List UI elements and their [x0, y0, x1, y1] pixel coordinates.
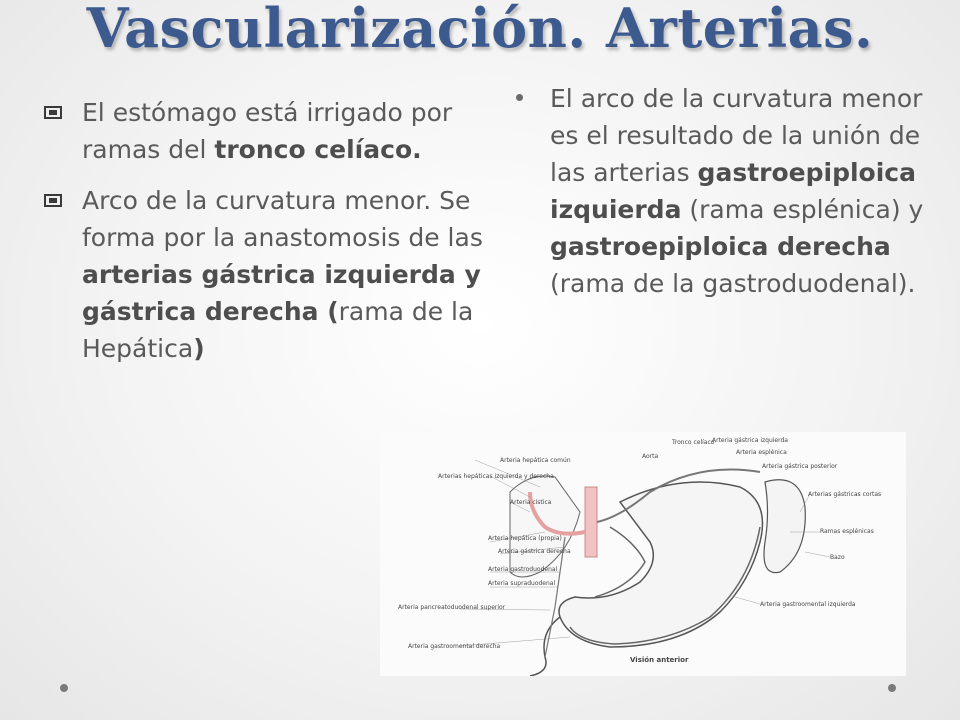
figure-label: Tronco celíaco	[672, 439, 715, 446]
figure-label: Arteria gástrica posterior	[762, 463, 838, 470]
figure-label: Arteria gastroduodenal	[488, 566, 558, 573]
figure-label: Arteria hepática común	[500, 457, 571, 464]
bullet-text: El arco de la curvatura menor es el resultado de la unión de las arterias gastroepiploica izquierda (rama esplénica) y gastroepiploica derecha (rama de la gastroduodenal).	[550, 84, 924, 298]
duodenum-outline	[530, 617, 560, 676]
figure-label: Arteria supraduodenal	[488, 580, 556, 587]
figure-label: Arteria gástrica derecha	[498, 548, 571, 555]
square-bullet-icon	[44, 194, 62, 207]
figure-label: Arteria esplénica	[736, 449, 787, 456]
figure-label: Arteria gastroomental izquierda	[760, 601, 856, 608]
figure-caption: Visión anterior	[630, 656, 689, 664]
bullet-text: El estómago está irrigado por ramas del tronco celíaco.	[82, 98, 453, 164]
figure-label: Arteria gastroomental derecha	[408, 643, 501, 650]
figure-label: Arteria cística	[510, 499, 552, 506]
corner-dot	[60, 684, 68, 692]
spleen-outline	[764, 480, 805, 573]
figure-label: Arterias gástricas cortas	[808, 491, 882, 498]
corner-dot	[888, 684, 896, 692]
aorta-shape	[585, 487, 597, 557]
bullet-item	[40, 182, 510, 367]
bullet-item	[40, 94, 510, 168]
figure-label: Bazo	[830, 554, 845, 561]
figure-label: Aorta	[642, 453, 659, 460]
figure-label: Arterias hepáticas izquierda y derecha	[438, 473, 554, 480]
square-bullet-icon	[44, 106, 62, 119]
figure-label: Ramas esplénicas	[820, 528, 874, 535]
stomach-arteries-diagram	[380, 432, 906, 676]
round-bullet-icon	[516, 94, 523, 101]
slide-title: Vascularización. Arterias.	[86, 0, 874, 60]
figure-label: Arteria hepática (propia)	[488, 535, 562, 542]
right-bullet	[516, 80, 936, 302]
figure-label: Arteria gástrica izquierda	[712, 437, 788, 444]
left-bullet-list	[40, 94, 510, 381]
bullet-text: Arco de la curvatura menor. Se forma por la anastomosis de las arterias gástrica izquierda y gástrica derecha (rama de la Hepática)	[82, 186, 483, 363]
figure-label: Arteria pancreatoduodenal superior	[398, 604, 506, 611]
